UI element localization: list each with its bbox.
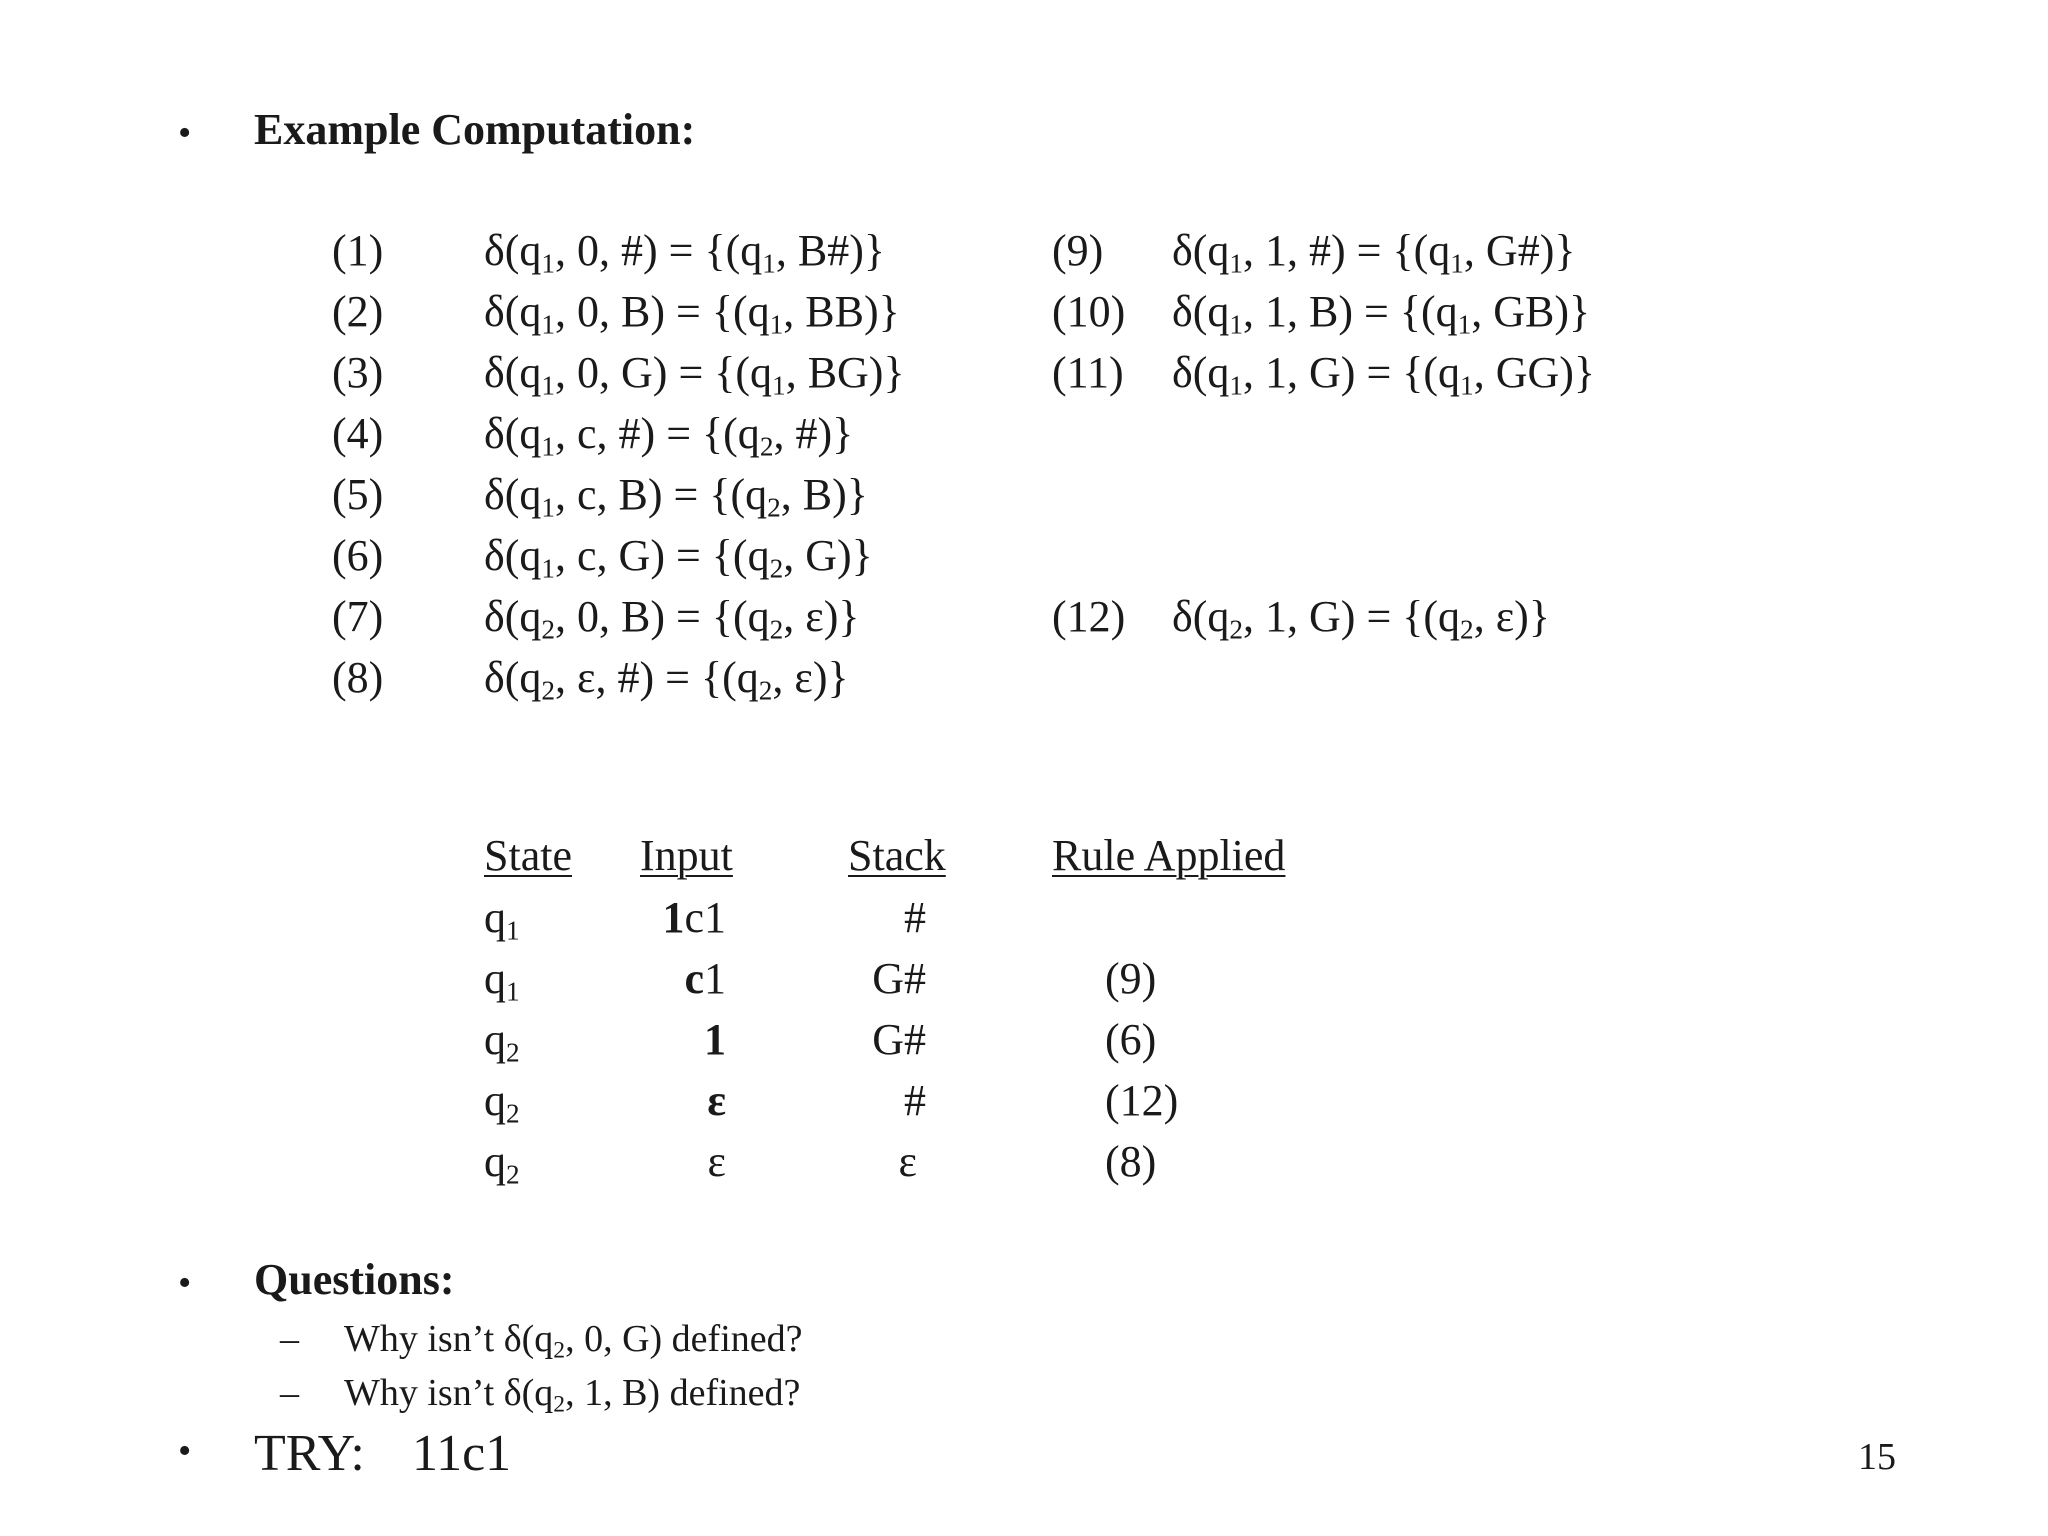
input-cell: 1 <box>704 1015 726 1064</box>
rule-applied-cell: (9) <box>1105 954 1157 1003</box>
bullet-marker: • <box>178 1262 192 1304</box>
rule-formula: $\delta(q_1$, c, $G) = \{(q_2$, G)} <box>484 531 873 584</box>
rule-formula: $\delta(q_2$, 1, $G) = \{(q_2$, ε)} <box>1172 592 1550 645</box>
bullet-marker: • <box>178 1430 192 1472</box>
state-cell: $q_2$ <box>484 1076 520 1129</box>
rule-number: (3) <box>332 348 384 397</box>
question-item: Why isn’t $\delta(q_2$, 1, B) defined? <box>344 1372 801 1418</box>
column-header-rule-applied: Rule Applied <box>1052 831 1286 880</box>
rule-number: (10) <box>1052 287 1126 336</box>
stack-cell: ε <box>898 1137 917 1186</box>
column-header-stack: Stack <box>848 831 946 880</box>
input-cell: ε <box>707 1137 726 1186</box>
rule-formula: $\delta(q_1$, 1, $G) = \{(q_1$, GG)} <box>1172 348 1596 401</box>
rule-formula: $\delta(q_2$, ε, #) = {($q_2$, ε)} <box>484 653 849 706</box>
rule-formula: $\delta(q_1$, 1, #) = {($q_1$, G#)} <box>1172 226 1576 279</box>
rule-formula: $\delta(q_1$, 0, #) = {($q_1$, B#)} <box>484 226 886 279</box>
rule-formula: $\delta(q_1$, 1, $B) = \{(q_1$, GB)} <box>1172 287 1591 340</box>
dash-marker: – <box>280 1318 299 1360</box>
bullet-marker: • <box>178 112 192 154</box>
rule-formula: $\delta(q_1$, c, #) = {($q_2$, #)} <box>484 409 854 462</box>
state-cell: $q_2$ <box>484 1015 520 1068</box>
rule-applied-cell: (8) <box>1105 1137 1157 1186</box>
rule-applied-cell: (12) <box>1105 1076 1179 1125</box>
section-heading: Example Computation: <box>254 105 696 154</box>
try-value: 11c1 <box>412 1425 512 1482</box>
stack-cell: # <box>904 893 926 942</box>
dash-marker: – <box>280 1372 299 1414</box>
state-cell: $q_2$ <box>484 1137 520 1190</box>
rule-formula: $\delta(q_2$, 0, $B) = \{(q_2$, ε)} <box>484 592 860 645</box>
input-cell: 1c1 <box>662 893 726 942</box>
rule-formula: $\delta(q_1$, c, $B) = \{(q_2$, B)} <box>484 470 868 523</box>
state-cell: $q_1$ <box>484 893 520 946</box>
rule-number: (5) <box>332 470 384 519</box>
rule-number: (6) <box>332 531 384 580</box>
rule-formula: $\delta(q_1$, 0, $B) = \{(q_1$, BB)} <box>484 287 900 340</box>
try-label: TRY: <box>254 1425 365 1482</box>
rule-number: (2) <box>332 287 384 336</box>
rule-number: (12) <box>1052 592 1126 641</box>
state-cell: $q_1$ <box>484 954 520 1007</box>
page-number: 15 <box>1858 1436 1896 1478</box>
stack-cell: G# <box>872 1015 926 1064</box>
column-header-state: State <box>484 831 572 880</box>
input-cell: ε <box>707 1076 726 1125</box>
rule-number: (8) <box>332 653 384 702</box>
rule-number: (9) <box>1052 226 1104 275</box>
question-item: Why isn’t $\delta(q_2$, 0, G) defined? <box>344 1318 803 1364</box>
column-header-input: Input <box>640 831 733 880</box>
rule-number: (7) <box>332 592 384 641</box>
rule-number: (1) <box>332 226 384 275</box>
rule-formula: $\delta(q_1$, 0, $G) = \{(q_1$, BG)} <box>484 348 905 401</box>
rule-number: (4) <box>332 409 384 458</box>
stack-cell: G# <box>872 954 926 1003</box>
questions-heading: Questions: <box>254 1255 455 1304</box>
input-cell: c1 <box>684 954 726 1003</box>
stack-cell: # <box>904 1076 926 1125</box>
rule-applied-cell: (6) <box>1105 1015 1157 1064</box>
rule-number: (11) <box>1052 348 1124 397</box>
